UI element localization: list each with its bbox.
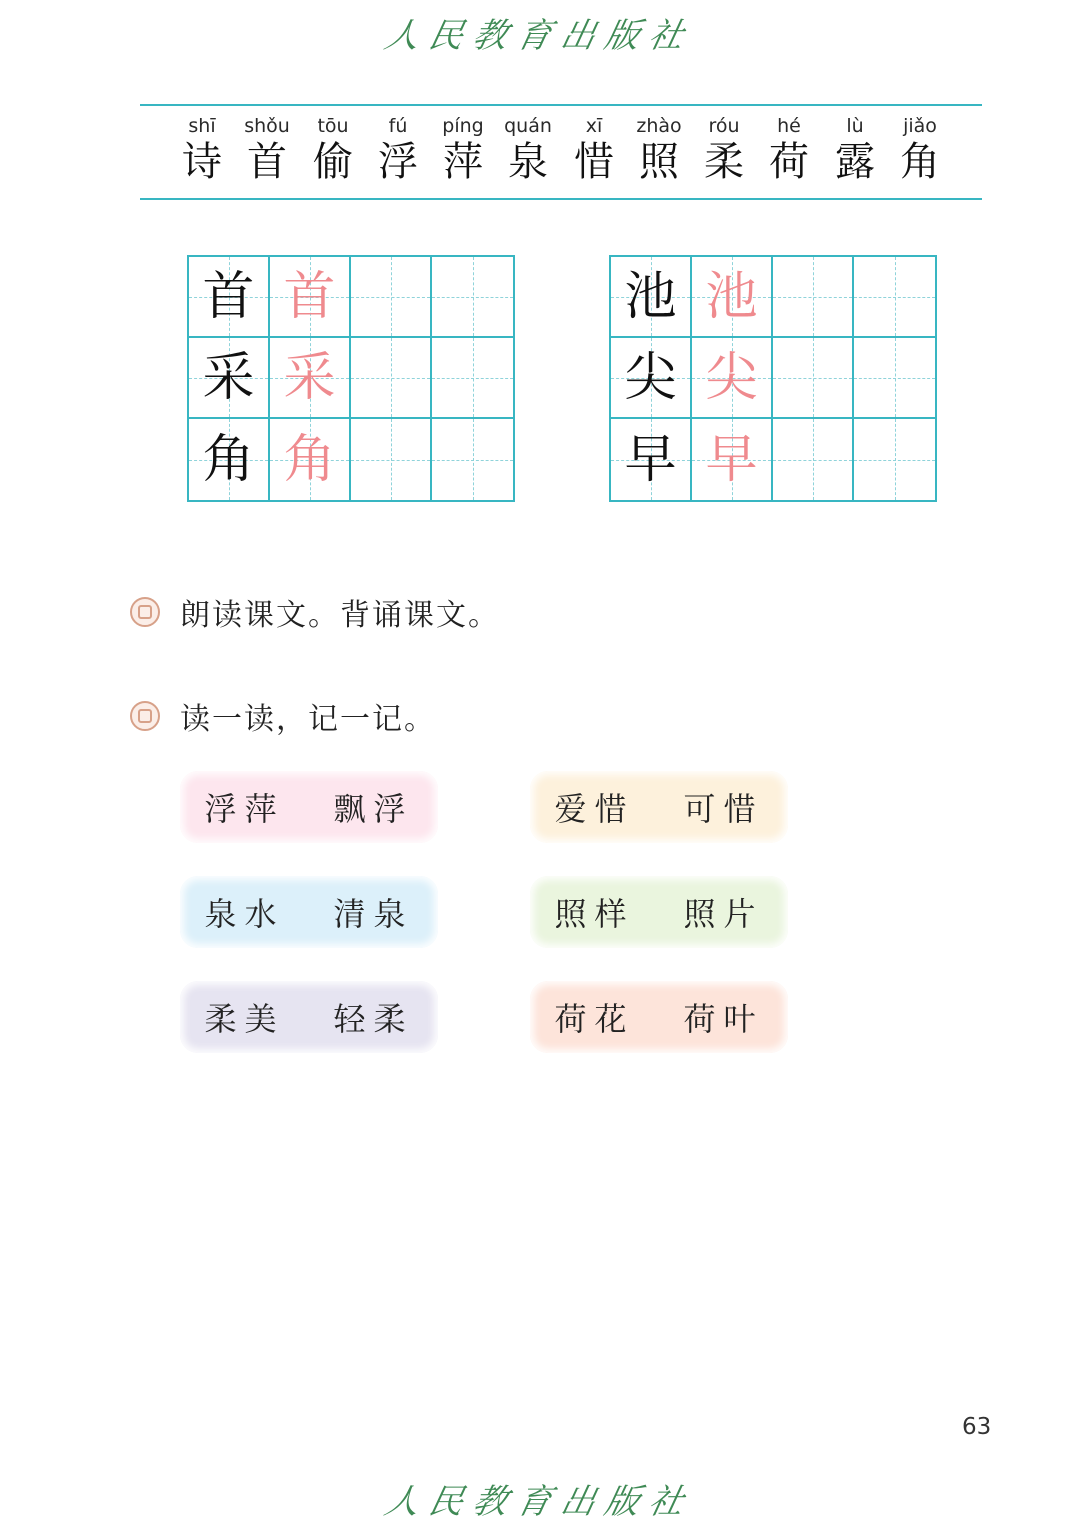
model-character-cell [611, 338, 692, 419]
model-character: 角 [202, 429, 255, 490]
hanzi: 照 [639, 139, 679, 185]
pinyin: lù [846, 115, 864, 137]
pinyin-word [170, 114, 234, 186]
word-group-chip [530, 981, 788, 1053]
pinyin-word [627, 114, 691, 186]
hanzi: 角 [900, 139, 940, 185]
hanzi: 偷 [313, 139, 353, 185]
trace-character: 角 [283, 429, 336, 490]
word: 照片 [683, 895, 764, 933]
practice-cell[interactable] [351, 257, 432, 338]
model-character: 早 [624, 429, 677, 490]
trace-character: 早 [705, 429, 758, 490]
model-character: 首 [202, 266, 255, 327]
hanzi: 萍 [443, 139, 483, 185]
trace-character-cell [692, 257, 773, 338]
pinyin: shī [188, 115, 216, 137]
publisher-footer: 人民教育出版社 [381, 1482, 698, 1522]
trace-character-cell [692, 419, 773, 500]
model-character: 尖 [624, 347, 677, 408]
pinyin-word [496, 114, 560, 186]
pinyin: quán [504, 115, 552, 137]
trace-character-cell [270, 257, 351, 338]
pinyin-word [888, 114, 952, 186]
publisher-header: 人民教育出版社 [381, 16, 698, 56]
word-group-chip [530, 771, 788, 843]
trace-character: 采 [283, 347, 336, 408]
trace-character-cell [692, 338, 773, 419]
practice-cell[interactable] [432, 338, 513, 419]
word-group-chip [180, 876, 438, 948]
pinyin-word [301, 114, 365, 186]
instruction-read-remember [130, 696, 436, 736]
page-number: 63 [962, 1414, 992, 1440]
practice-cell[interactable] [351, 338, 432, 419]
hanzi: 浮 [378, 139, 418, 185]
word: 可惜 [683, 790, 764, 828]
pinyin-word [366, 114, 430, 186]
pinyin-word [431, 114, 495, 186]
pinyin: fú [388, 115, 408, 137]
pinyin: xī [585, 115, 603, 137]
practice-cell[interactable] [854, 338, 935, 419]
trace-character: 池 [705, 266, 758, 327]
pinyin: jiǎo [903, 115, 937, 137]
word-group-chip [180, 771, 438, 843]
pinyin-vocabulary-band [140, 104, 982, 200]
trace-character: 首 [283, 266, 336, 327]
practice-cell[interactable] [432, 419, 513, 500]
seal-icon [130, 597, 160, 627]
seal-icon [130, 701, 160, 731]
word: 飘浮 [333, 790, 414, 828]
word: 泉水 [204, 895, 285, 933]
trace-character-cell [270, 338, 351, 419]
word: 轻柔 [333, 1000, 414, 1038]
hanzi: 诗 [182, 139, 222, 185]
instruction-recite [130, 592, 500, 632]
word-group-chip [530, 876, 788, 948]
pinyin: zhào [636, 115, 682, 137]
pinyin: shǒu [244, 115, 290, 137]
pinyin-word [562, 114, 626, 186]
pinyin-word [235, 114, 299, 186]
word: 荷叶 [683, 1000, 764, 1038]
hanzi: 惜 [574, 139, 614, 185]
hanzi: 柔 [704, 139, 744, 185]
model-character-cell [189, 419, 270, 500]
writing-grid-left [187, 255, 515, 502]
model-character: 池 [624, 266, 677, 327]
practice-cell[interactable] [432, 257, 513, 338]
word: 柔美 [204, 1000, 285, 1038]
trace-character: 尖 [705, 347, 758, 408]
model-character-cell [189, 257, 270, 338]
hanzi: 首 [247, 139, 287, 185]
word: 浮萍 [204, 790, 285, 828]
model-character-cell [611, 419, 692, 500]
pinyin-word [823, 114, 887, 186]
writing-grid-right [609, 255, 937, 502]
practice-cell[interactable] [854, 419, 935, 500]
model-character: 采 [202, 347, 255, 408]
hanzi: 露 [835, 139, 875, 185]
trace-character-cell [270, 419, 351, 500]
practice-cell[interactable] [351, 419, 432, 500]
model-character-cell [189, 338, 270, 419]
word: 爱惜 [554, 790, 635, 828]
pinyin: píng [442, 115, 484, 137]
pinyin: hé [777, 115, 801, 137]
practice-cell[interactable] [854, 257, 935, 338]
word-group-chip [180, 981, 438, 1053]
pinyin: tōu [317, 115, 349, 137]
word: 清泉 [333, 895, 414, 933]
pinyin-word [757, 114, 821, 186]
practice-cell[interactable] [773, 338, 854, 419]
pinyin-word [692, 114, 756, 186]
instruction-text: 朗读课文。背诵课文。 [180, 598, 500, 633]
hanzi: 荷 [769, 139, 809, 185]
practice-cell[interactable] [773, 257, 854, 338]
practice-cell[interactable] [773, 419, 854, 500]
word: 照样 [554, 895, 635, 933]
pinyin: róu [708, 115, 740, 137]
hanzi: 泉 [508, 139, 548, 185]
word: 荷花 [554, 1000, 635, 1038]
model-character-cell [611, 257, 692, 338]
instruction-text: 读一读，记一记。 [180, 702, 436, 737]
